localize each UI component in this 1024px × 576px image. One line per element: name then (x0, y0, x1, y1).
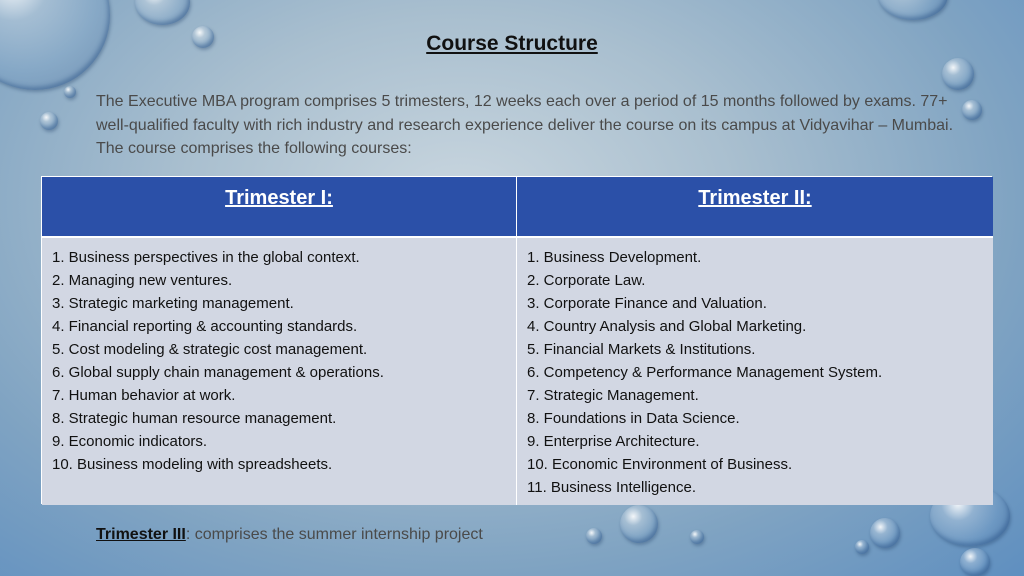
trimester-3-label: Trimester III (96, 526, 186, 543)
trimester-3-note (96, 526, 483, 544)
course-item: 2. Managing new ventures. (52, 272, 233, 289)
water-droplet (870, 518, 900, 548)
trimester-1-header: Trimester I: (42, 177, 517, 238)
course-item: 7. Human behavior at work. (52, 387, 236, 404)
course-table (41, 176, 992, 504)
water-droplet (942, 58, 974, 90)
water-droplet (586, 528, 602, 544)
course-item: 1. Business Development. (527, 249, 702, 266)
trimester-2-course-list (517, 238, 993, 505)
water-droplet (878, 0, 948, 20)
course-item: 8. Strategic human resource management. (52, 410, 337, 427)
intro-paragraph: The Executive MBA program comprises 5 trimesters, 12 weeks each over a period of 15 months followed by exams. 77+ well-qualified faculty with rich industry and research experience deliver the course on its campus at Vidyavihar – Mumbai. The course comprises the following courses: (96, 93, 954, 157)
course-item: 6. Competency & Performance Management System. (527, 364, 883, 381)
course-item: 3. Corporate Finance and Valuation. (527, 295, 767, 312)
course-item: 5. Financial Markets & Institutions. (527, 341, 756, 358)
trimester-3-text: : comprises the summer internship project (185, 526, 483, 543)
water-droplet (64, 86, 76, 98)
water-droplet (135, 0, 190, 25)
course-item: 10. Business modeling with spreadsheets. (52, 456, 333, 473)
course-item: 1. Business perspectives in the global context. (52, 249, 360, 266)
water-droplet (690, 530, 704, 544)
course-item: 2. Corporate Law. (527, 272, 646, 289)
page-title: Course Structure (426, 32, 598, 55)
course-item: 9. Economic indicators. (52, 433, 208, 450)
course-item: 8. Foundations in Data Science. (527, 410, 740, 427)
course-item: 9. Enterprise Architecture. (527, 433, 700, 450)
water-droplet (620, 505, 658, 543)
course-item: 3. Strategic marketing management. (52, 295, 294, 312)
course-item: 10. Economic Environment of Business. (527, 456, 793, 473)
water-droplet (855, 540, 869, 554)
course-item: 11. Business Intelligence. (527, 479, 696, 496)
course-item: 4. Country Analysis and Global Marketing. (527, 318, 807, 335)
water-droplet (960, 548, 990, 576)
course-item: 4. Financial reporting & accounting standards. (52, 318, 358, 335)
course-item: 5. Cost modeling & strategic cost management. (52, 341, 368, 358)
water-droplet (40, 112, 58, 130)
course-item: 6. Global supply chain management & operations. (52, 364, 384, 381)
trimester-1-course-list (42, 238, 517, 505)
trimester-2-header: Trimester II: (517, 177, 993, 238)
course-item: 7. Strategic Management. (527, 387, 699, 404)
